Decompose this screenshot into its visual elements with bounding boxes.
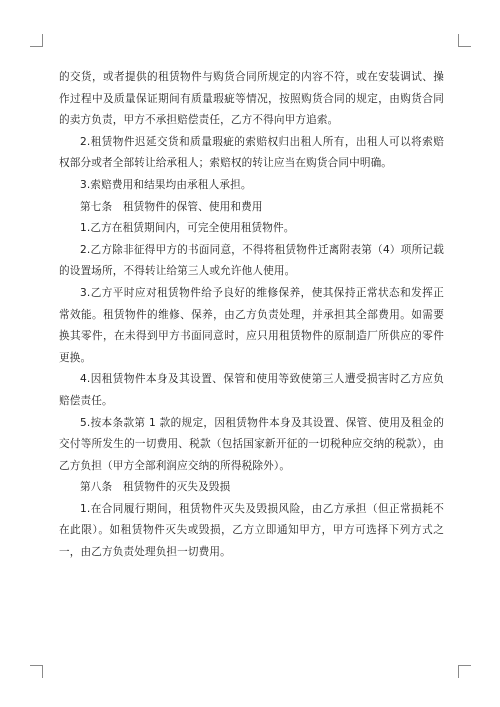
crop-mark-bottom-right — [458, 665, 471, 678]
paragraph-7-2: 2.乙方除非征得甲方的书面同意，不得将租赁物件迁离附表第（4）项所记载的设置场所，不得转让给第三人或允许他人使用。 — [59, 243, 444, 278]
paragraph-7-1: 1.乙方在租赁期间内，可完全使用租赁物件。 — [80, 222, 295, 235]
article-8-heading: 第八条 租赁物件的灭失及毁损 — [80, 481, 231, 494]
crop-mark-bottom-left — [30, 665, 43, 678]
paragraph-7-4: 4.因租赁物件本身及其设置、保管和使用等致使第三人遭受损害时乙方应负赔偿责任。 — [59, 373, 444, 407]
paragraph-claim-rights: 2.租赁物件迟延交货和质量瑕疵的索赔权归出租人所有，出租人可以将索赔权部分或者全部转让给承租人；索赔权的转让应当在购货合同中明确。 — [59, 135, 444, 170]
paragraph-continuation: 的交货，或者提供的租赁物件与购货合同所规定的内容不符，或在安装调试、操作过程中及质量保证期间有质量瑕疵等情况，按照购货合同的规定，由购货合同的卖方负责，甲方不承担赔偿责任，乙方不得向甲方追索。 — [59, 71, 444, 127]
paragraph-7-5: 5.按本条款第 1 款的规定，因租赁物件本身及其设置、保管、使用及租金的交付等所发生的一切费用、税款（包括国家新开征的一切税种应交纳的税款），由乙方负担（甲方全部利润应交纳的所得税除外）。 — [59, 416, 444, 472]
article-7-heading: 第七条 租赁物件的保管、使用和费用 — [80, 200, 263, 213]
crop-mark-top-left — [30, 34, 43, 47]
paragraph-8-1: 1.在合同履行期间，租赁物件灭失及毁损风险，由乙方承担（但正常损耗不在此限）。如租赁物件灭失或毁损，乙方立即通知甲方，甲方可选择下列方式之一，由乙方负责处理负担一切费用。 — [59, 502, 444, 559]
paragraph-claim-costs: 3.索赔费用和结果均由承租人承担。 — [80, 178, 252, 191]
crop-mark-top-right — [458, 34, 471, 47]
paragraph-7-3: 3.乙方平时应对租赁物件给予良好的维修保养，使其保持正常状态和发挥正常效能。租赁物件的维修、保养，由乙方负责处理，并承担其全部费用。如需要换其零件，在未得到甲方书面同意时，应只用租赁物件的原制造厂所供应的零件更换。 — [59, 286, 444, 364]
document-body — [59, 67, 444, 564]
